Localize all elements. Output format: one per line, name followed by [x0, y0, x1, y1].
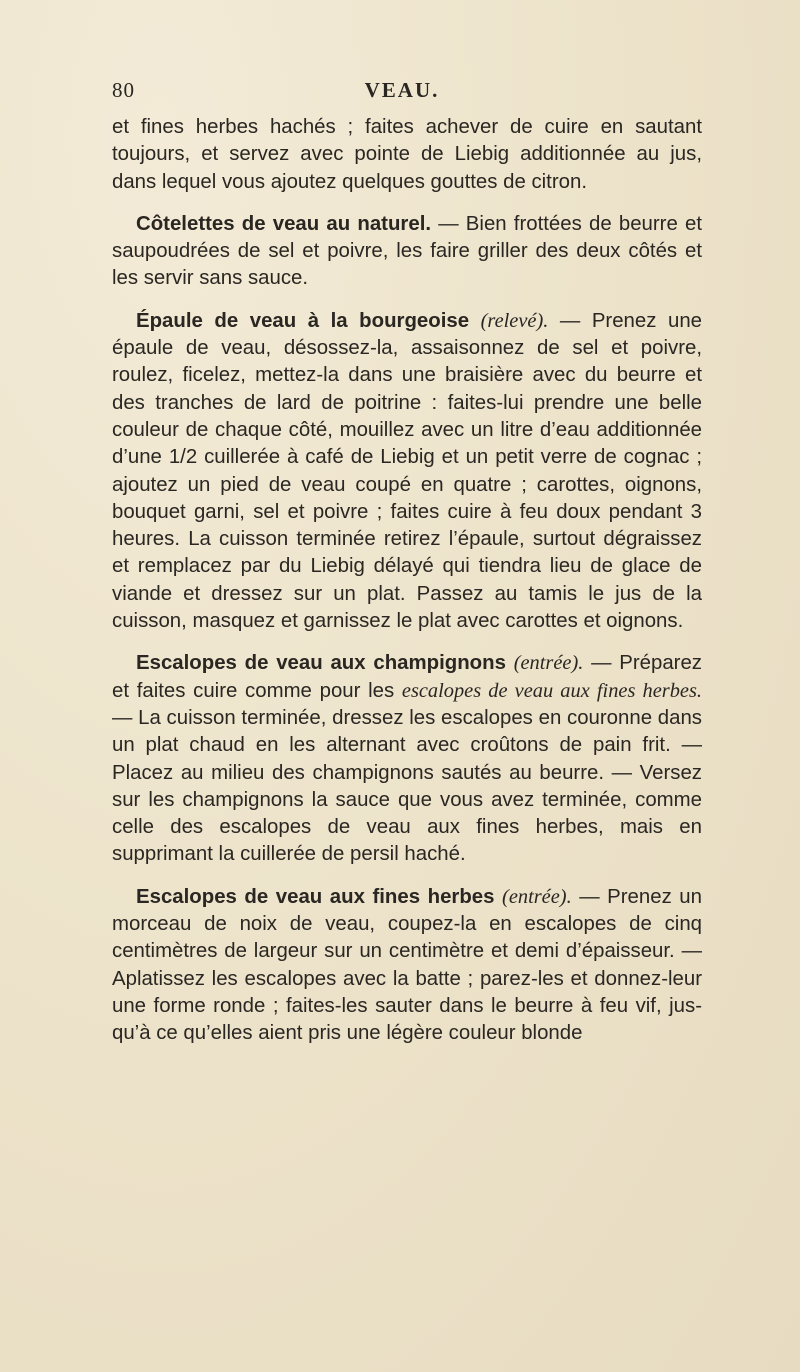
body-text [112, 114, 702, 1063]
recipe-body: — Prenez une épaule de veau, désossez-la, assaisonnez de sel et poivre, roulez, ficelez, mettez-la dans une braisière avec du beurre et des tranches de lard de poitrine : faites-lui prendre une belle couleur de chaque côté, mouillez avec un litre d’eau additionnée d’une 1/2 cuillerée à café de Liebig et un petit verre de cognac ; ajoutez un pied de veau coupé en quatre ; carottes, oignons, bouquet garni, sel et poivre ; faites cuire à feu doux pendant 3 heures. La cuisson terminée retirez l’épaule, surtout dégraissez et remplacez par du Liebig délayé qui tiendra lieu de glace de viande et dressez sur un plat. Passez au tamis le jus de la cuisson, masquez et garnissez le plat avec carottes et oignons. [112, 309, 702, 633]
recipe-body: — Prenez un morceau de noix de veau, coupez-la en escalopes de cinq centimètres de largeur sur un centimètre et demi d’épaisseur. — Aplatissez les escalopes avec la batte ; parez-les et donnez-leur une forme ronde ; faites-les sauter dans le beurre à feu vif, jusqu’à ce qu’elles aient pris une légère couleur blonde [112, 885, 702, 1045]
page-number: 80 [112, 78, 135, 102]
recipe-escalopes-champignons [112, 650, 702, 868]
running-head: VEAU. [364, 78, 440, 102]
recipe-epaule-bourgeoise [112, 308, 702, 636]
page-header [112, 78, 692, 108]
recipe-title: Escalopes de veau aux fines herbes [136, 885, 495, 908]
recipe-body: — Bien frottées de beurre et saupoudrées de sel et poivre, les faire griller des deux côtés et les servir sans sauce. [112, 212, 702, 290]
recipe-body: — Préparez et faites cuire comme pour les [112, 652, 702, 702]
recipe-body-continued: — La cuisson terminée, dressez les escalopes en couronne dans un plat chaud en les alternant avec croûtons de pain frit. — Placez au milieu des champignons sautés au beurre. — Versez sur les champignons la sauce que vous avez terminée, comme celle des escalopes de veau aux fines herbes, mais en supprimant la cuillerée de persil haché. [112, 706, 702, 866]
recipe-note: (relevé). [480, 309, 549, 332]
recipe-cotelettes-naturel [112, 211, 702, 293]
recipe-title: Escalopes de veau aux champignons [136, 652, 506, 675]
recipe-note: (entrée). [502, 885, 572, 908]
recipe-cross-reference: escalopes de veau aux fines herbes. [401, 679, 702, 702]
recipe-title: Épaule de veau à la bourgeoise [136, 309, 470, 332]
recipe-escalopes-fines-herbes [112, 884, 702, 1048]
intro-paragraph: et fines herbes hachés ; faites achever de cuire en sautant toujours, et servez avec pointe de Liebig additionnée au jus, dans lequel vous ajoutez quelques gouttes de citron. [112, 116, 702, 193]
recipe-note: (entrée). [513, 652, 584, 675]
recipe-title: Côtelettes de veau au naturel. [136, 212, 432, 235]
